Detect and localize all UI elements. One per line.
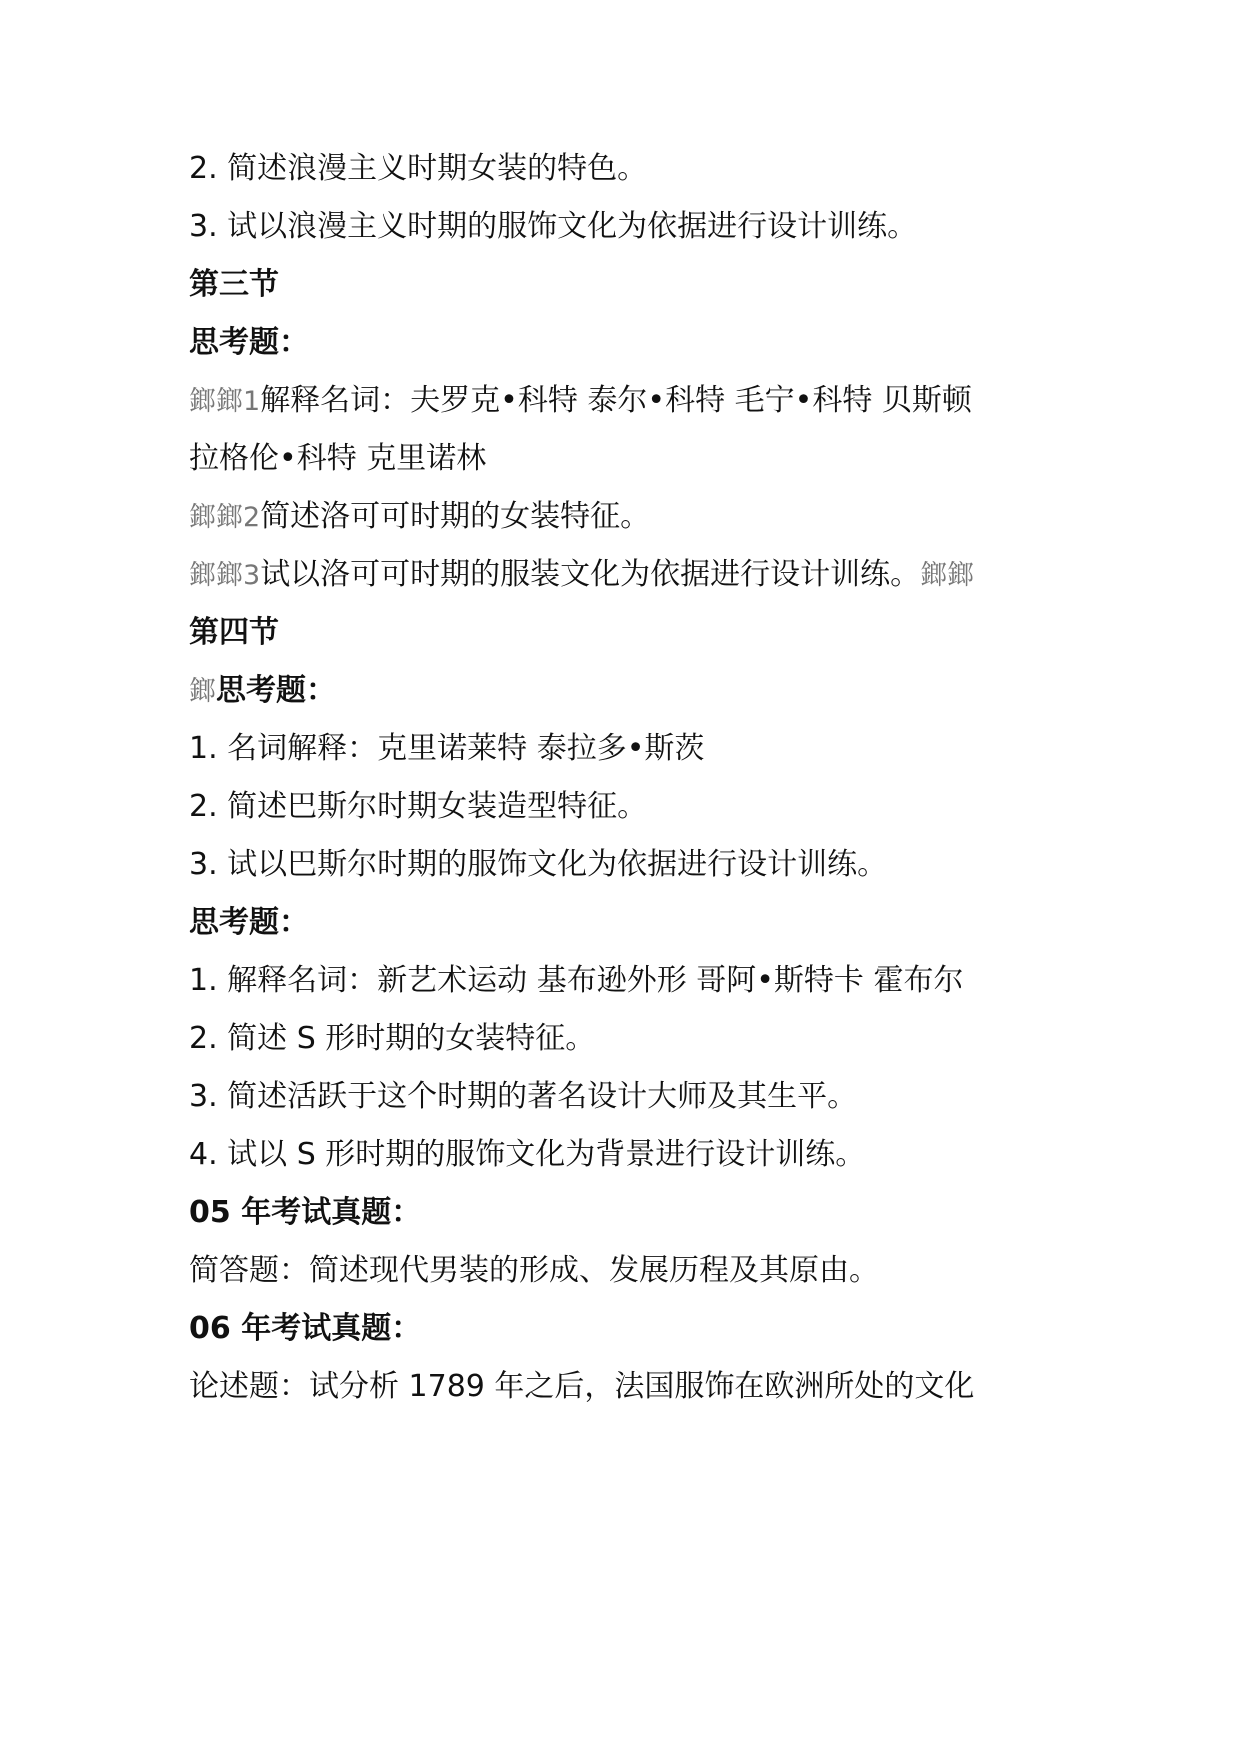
garbled-prefix: 鎯 [189, 676, 216, 707]
line-text: 论述题：试分析 1789 年之后，法国服饰在欧洲所处的文化 [189, 1369, 975, 1404]
question-rococo-1 [189, 381, 972, 422]
thinking-questions-heading [189, 323, 309, 363]
line-text: 简答题：简述现代男装的形成、发展历程及其原由。 [189, 1253, 879, 1288]
question-s-shape-2 [189, 1019, 595, 1059]
line-text: 思考题： [189, 905, 309, 940]
thinking-questions-heading-2 [189, 671, 336, 712]
question-s-shape-1 [189, 961, 963, 1001]
line-text: 2. 简述 S 形时期的女装特征。 [189, 1021, 596, 1056]
question-romantic-2 [189, 149, 647, 189]
section-heading-3 [189, 265, 279, 305]
line-text: 第四节 [189, 615, 279, 650]
question-bustle-2 [189, 787, 647, 827]
line-text: 1. 名词解释：克里诺莱特 泰拉多•斯茨 [189, 731, 705, 766]
line-text: 简述洛可可时期的女装特征。 [260, 499, 651, 534]
line-text: 4. 试以 S 形时期的服饰文化为背景进行设计训练。 [189, 1137, 866, 1172]
question-rococo-1-continued [189, 439, 486, 479]
exam-2006-heading [189, 1309, 421, 1349]
line-text: 解释名词：夫罗克•科特 泰尔•科特 毛宁•科特 贝斯顿 [260, 383, 972, 418]
line-text: 3. 简述活跃于这个时期的著名设计大师及其生平。 [189, 1079, 858, 1114]
garbled-prefix: 鎯鎯1 [189, 386, 261, 417]
line-text: 1. 解释名词：新艺术运动 基布逊外形 哥阿•斯特卡 霍布尔 [189, 963, 964, 998]
line-text: 3. 试以浪漫主义时期的服饰文化为依据进行设计训练。 [189, 209, 918, 244]
line-text: 试以洛可可时期的服装文化为依据进行设计训练。 [260, 557, 921, 592]
line-text: 第三节 [189, 267, 279, 302]
section-heading-4 [189, 613, 279, 653]
garbled-suffix: 鎯鎯 [920, 560, 975, 591]
question-bustle-1 [189, 729, 704, 769]
question-rococo-2 [189, 497, 650, 538]
line-text: 2. 简述巴斯尔时期女装造型特征。 [189, 789, 648, 824]
line-text: 思考题： [189, 325, 309, 360]
question-bustle-3 [189, 845, 887, 885]
question-romantic-3 [189, 207, 917, 247]
line-text: 06 年考试真题： [189, 1311, 422, 1346]
line-text: 思考题： [216, 673, 336, 708]
garbled-prefix: 鎯鎯3 [189, 560, 261, 591]
question-s-shape-4 [189, 1135, 865, 1175]
garbled-prefix: 鎯鎯2 [189, 502, 261, 533]
exam-2006-question [189, 1367, 974, 1407]
line-text: 拉格伦•科特 克里诺林 [189, 441, 487, 476]
question-rococo-3 [189, 555, 974, 596]
line-text: 3. 试以巴斯尔时期的服饰文化为依据进行设计训练。 [189, 847, 888, 882]
exam-2005-heading [189, 1193, 421, 1233]
question-s-shape-3 [189, 1077, 857, 1117]
line-text: 05 年考试真题： [189, 1195, 422, 1230]
thinking-questions-heading-3 [189, 903, 309, 943]
exam-2005-question [189, 1251, 879, 1291]
line-text: 2. 简述浪漫主义时期女装的特色。 [189, 151, 648, 186]
